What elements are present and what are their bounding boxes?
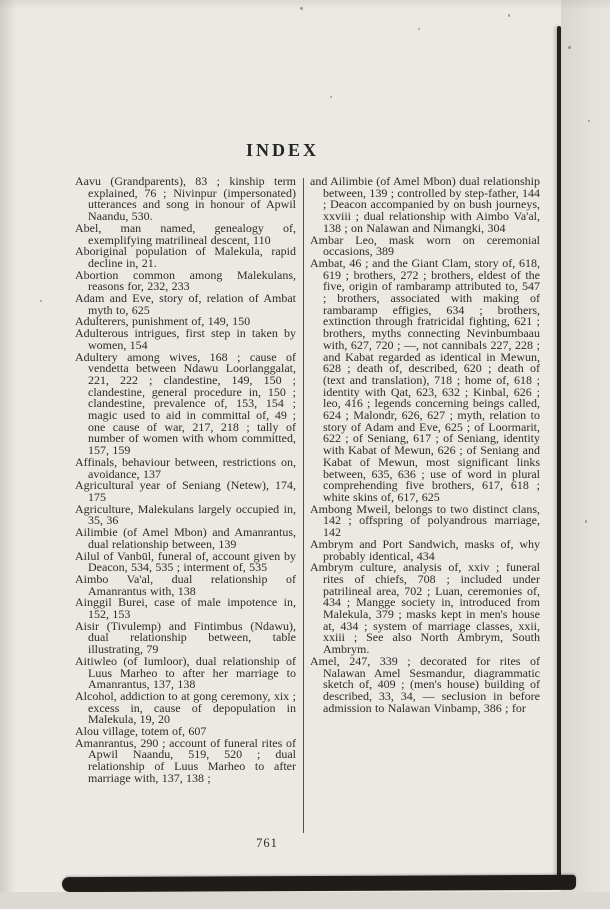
scan-speck [300,7,303,10]
index-entry: Ainggil Burei, case of male impotence in, 152, 153 [75,595,296,622]
index-entry: Ambrym and Port Sandwich, masks of, why probably identical, 434 [310,536,540,563]
page-title: INDEX [245,140,319,160]
scan-bottom-shading [0,892,610,909]
index-column-right [310,176,540,714]
index-entry: Abortion common among Malekulans, reasons for, 232, 233 [75,267,296,294]
index-entry: Ambrym culture, analysis of, xxiv ; funeral rites of chiefs, 708 ; included under patrilineal area, 702 ; Luan, ceremonies of, 434 ; Mangge society in, introduced from Malekula, 379 ; masks kept in men's house at, 434 ; system of marriage classes, xxii, xxiii ; See also North Ambrym, South Ambrym. [310,560,540,657]
scan-edge-line-right [557,26,561,882]
index-entry: Ambar Leo, mask worn on ceremonial occasions, 389 [310,232,540,259]
scan-edge-band-bottom [62,875,576,892]
index-entry: Alcohol, addiction to at gong ceremony, xix ; excess in, cause of depopulation in Malekula, 19, 20 [75,688,296,727]
index-entry: Affinals, behaviour between, restrictions on, avoidance, 137 [75,454,296,481]
index-entry: Ambat, 46 ; and the Giant Clam, story of, 618, 619 ; brothers, 272 ; brothers, eldest of the five, origin of rambaramp attributed to, 547 ; brothers, associated with making of rambaramp effigies, 634 ; brothers, extinction through fratricidal fighting, 621 ; brothers, myths connecting Nevinbumbaau with, 627, 720 ; —, not cannibals 227, 228 ; and Kabat regarded as identical in Mewun, 628 ; death of, described, 620 ; death of (text and translation), 718 ; home of, 618 ; identity with Qat, 623, 632 ; Kinbal, 626 ; leo, 416 ; legends concerning beings called, 624 ; Malondr, 626, 627 ; myth, relation to story of Adam and Eve, 625 ; of Loormarit, 622 ; of Seniang, 617 ; of Seniang, identity with Kabat of Mewun, 626 ; of Seniang and Kabat of Mewun, most significant links between, 635, 636 ; use of word in plural comprehending five brothers, 617, 618 ; white skins of, 617, 625 [310,255,540,504]
index-entry: Ailul of Vanbūl, funeral of, account given by Deacon, 534, 535 ; interment of, 535 [75,548,296,575]
scan-speck [508,14,510,17]
scan-speck [585,520,587,523]
scan-speck [588,120,590,122]
index-entry: Agriculture, Malekulans largely occupied in, 35, 36 [75,501,296,528]
index-entry: Adulterers, punishment of, 149, 150 [75,314,251,329]
index-entry: Ailimbie (of Amel Mbon) and Amanrantus, dual relationship between, 139 [75,525,296,551]
index-entry: Aitiwleo (of Iumloor), dual relationship of Luus Marheo to after her marriage to Amanrantus, 137, 138 [75,653,296,692]
index-entry: Abel, man named, genealogy of, exemplifying matrilineal descent, 110 [75,220,296,247]
scan-left-shading [0,0,16,909]
index-entry: Adultery among wives, 168 ; cause of vendetta between Ndawu Loorlanggalat, 221, 222 ; clandestine, 149, 150 ; clandestine, general procedure in, 150 ; clandestine, prevalence of, 153, 154 ; magic used to aid in committal of, 49 ; one cause of war, 217, 218 ; tally of number of women with whom committed, 157, 159 [75,349,296,458]
index-entry: Aimbo Va'al, dual relationship of Amanrantus with, 138 [75,571,296,598]
index-entry: Agricultural year of Seniang (Netew), 174, 175 [75,478,296,504]
scan-speck [568,46,571,49]
index-entry: and Ailimbie (of Amel Mbon) dual relationship between, 139 ; controlled by step-father, 144 ; Deacon accompanied by on bush journeys, xxviii ; dual relationship with Aimbo Va'al, 138 ; on Nalawan and Nimangki, 304 [310,174,540,235]
scan-top-shading [0,0,610,10]
page-number: 761 [256,836,278,850]
index-column-left [75,176,296,785]
index-entry: Aisir (Tivulemp) and Fintimbus (Ndawu), dual relationship between, table illustrating, 79 [75,618,296,657]
index-entry: Aboriginal population of Malekula, rapid decline in, 21. [75,244,296,270]
scan-speck [418,28,420,30]
index-entry: Alou village, totem of, 607 [75,724,207,739]
column-divider-rule [303,178,304,833]
index-entry: Ambong Mweil, belongs to two distinct clans, 142 ; offspring of polyandrous marriage, 142 [310,501,540,540]
index-entry: Amel, 247, 339 ; decorated for rites of Nalawan Amel Sesmandur, diagrammatic sketch of, 409 ; (men's house) building of described, 33, 34, — seclusion in before admission to Nalawan Vinbamp, 386 ; for [310,653,540,715]
scan-right-margin [561,0,610,909]
scan-speck [330,96,332,98]
index-entry: Aavu (Grandparents), 83 ; kinship term explained, 76 ; Nivinpur (impersonated) utterances and song in honour of Apwil Naandu, 530. [75,174,296,224]
index-entry: Adulterous intrigues, first step in taken by women, 154 [75,326,296,352]
index-entry: Adam and Eve, story of, relation of Ambat myth to, 625 [75,291,296,317]
index-entry: Amanrantus, 290 ; account of funeral rites of Apwil Naandu, 519, 520 ; dual relationship of Luus Marheo to after marriage with, 137, 138 ; [75,735,296,785]
scan-speck [40,300,42,302]
